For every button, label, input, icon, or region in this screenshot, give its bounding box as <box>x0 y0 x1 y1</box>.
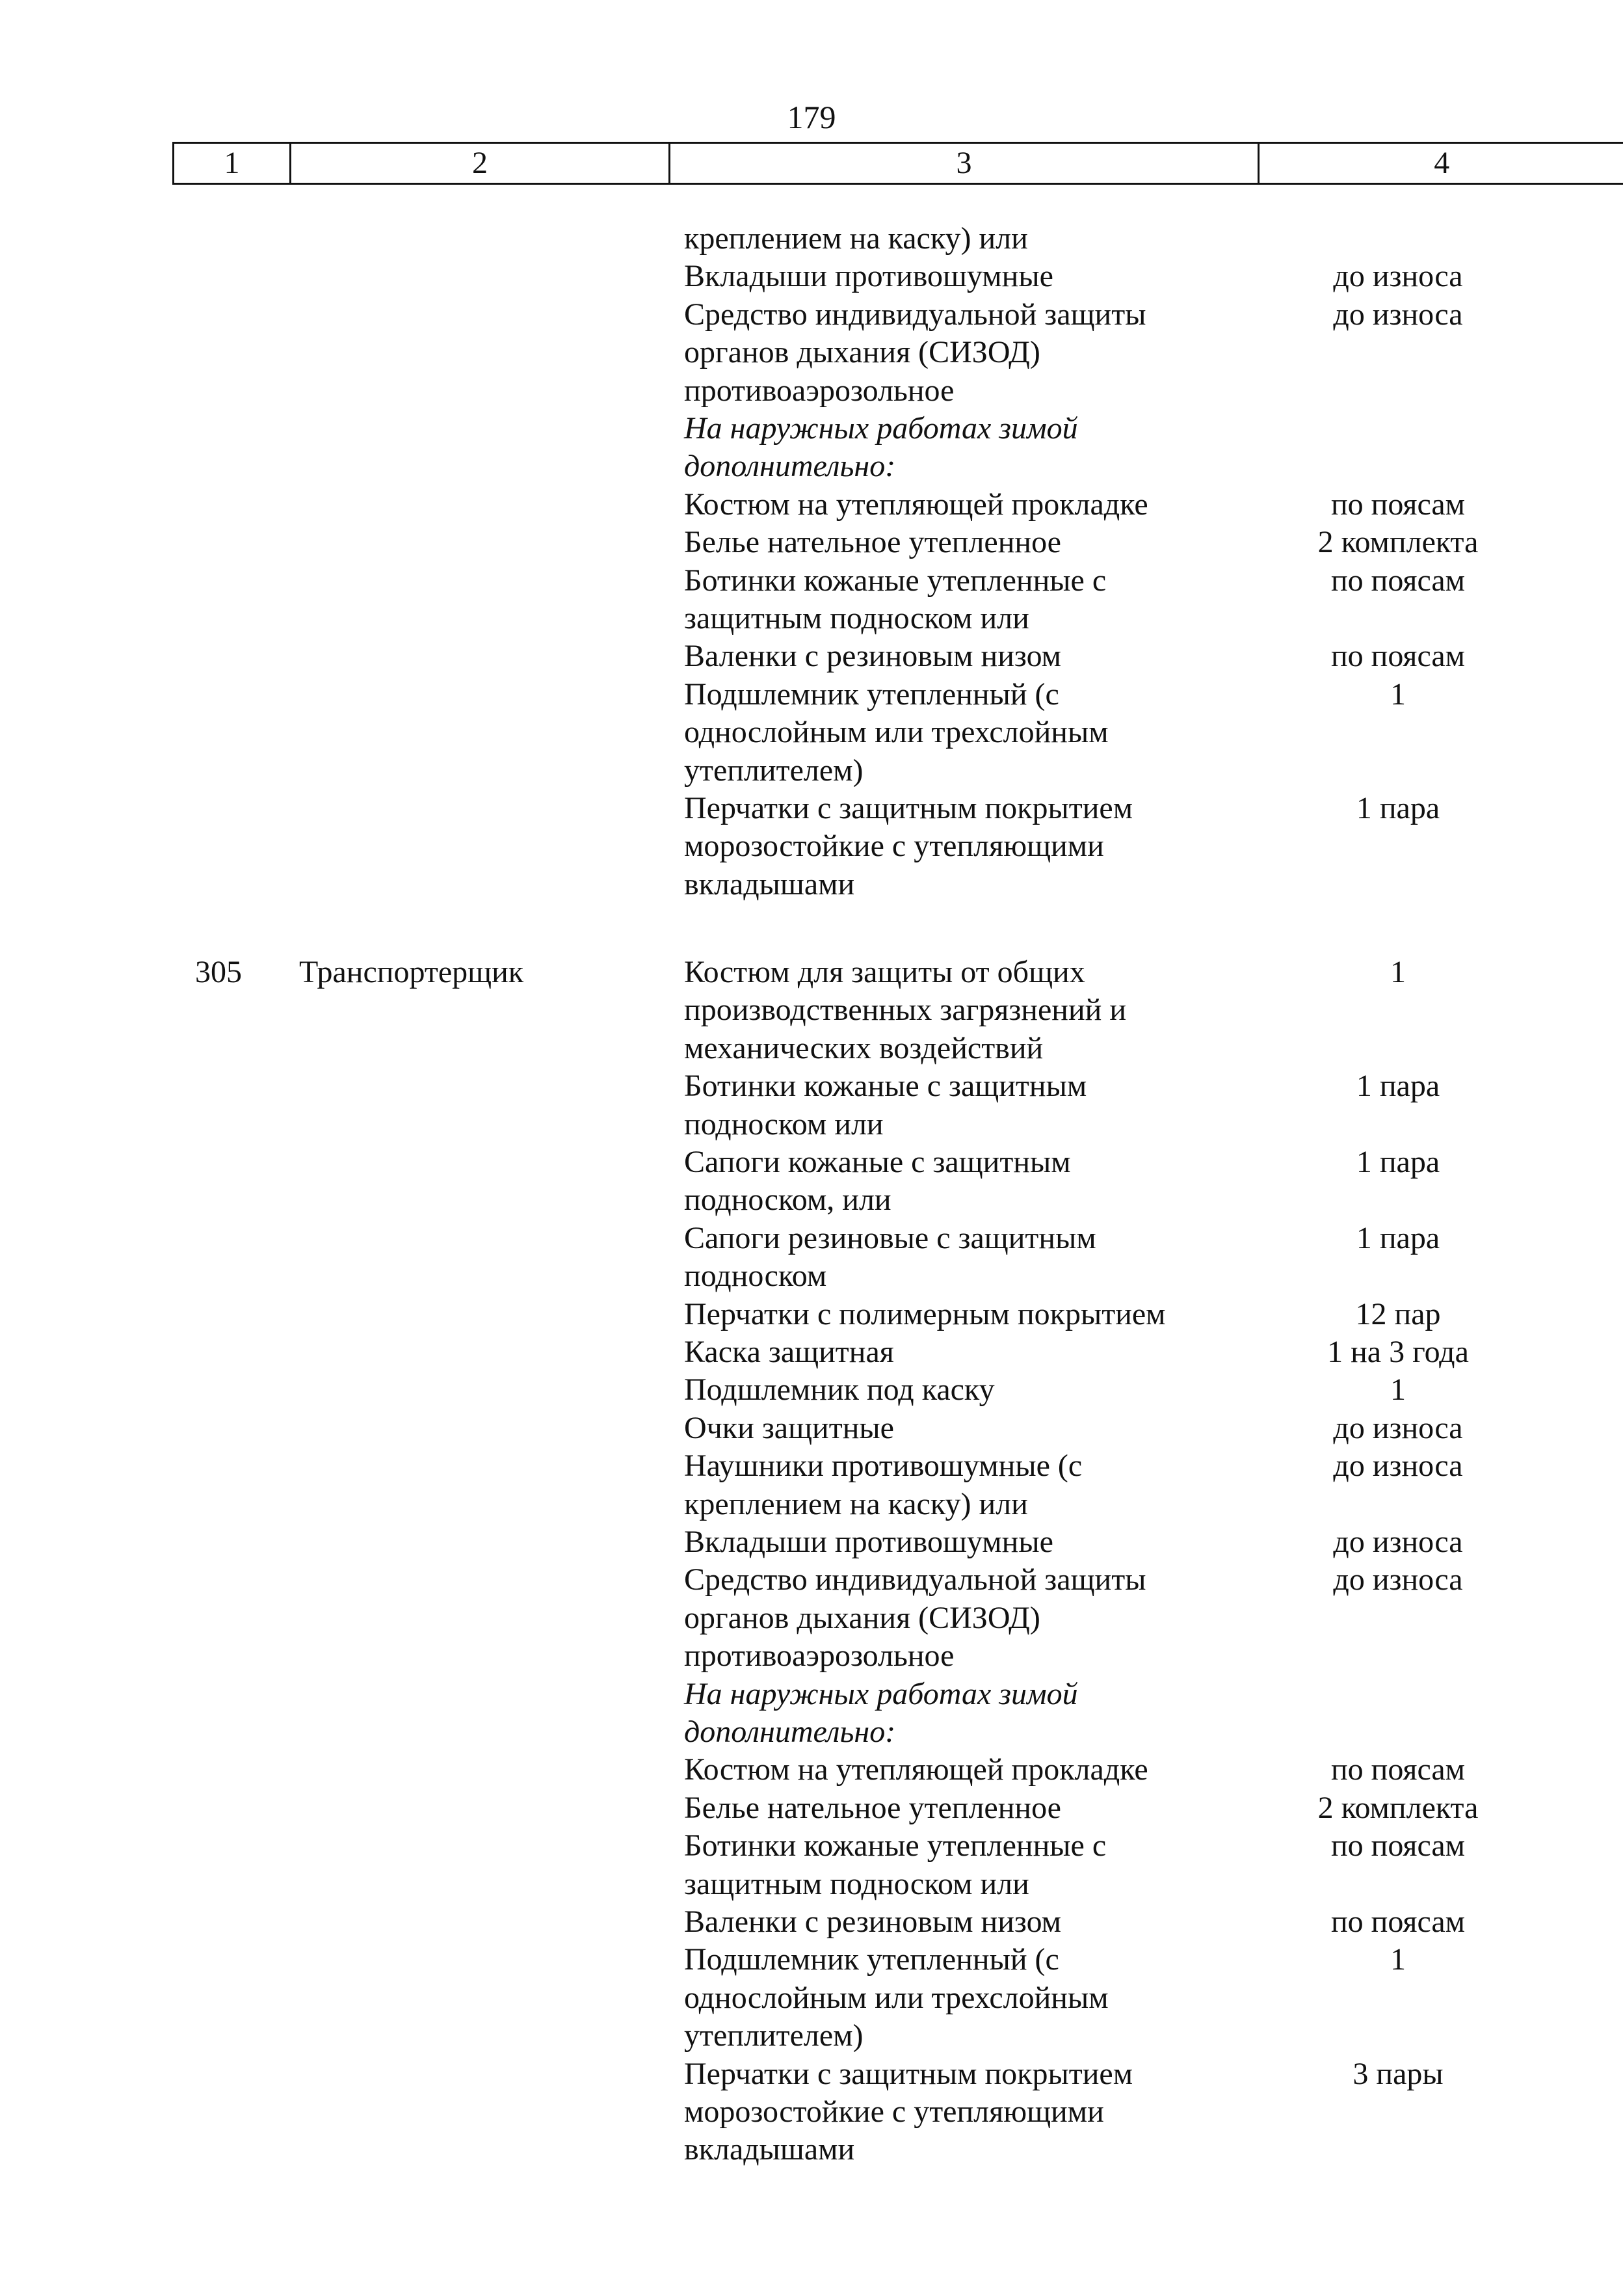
entry-number: 305 <box>195 955 242 989</box>
item-quantity: 1 пара <box>1356 1145 1440 1179</box>
item-name-line: органов дыхания (СИЗОД) <box>684 1600 1040 1635</box>
item-quantity: до износа <box>1333 259 1463 294</box>
item-name-line: однослойным или трехслойным <box>684 715 1109 750</box>
item-name-line: Костюм для защиты от общих <box>684 955 1085 989</box>
item-name-line: Ботинки кожаные утепленные с <box>684 1828 1107 1863</box>
item-name-line: Валенки с резиновым низом <box>684 639 1062 674</box>
item-quantity: 1 <box>1390 1942 1406 1977</box>
item-name-line: защитным подноском или <box>684 601 1029 635</box>
item-name-line: утеплителем) <box>684 2018 864 2053</box>
column-header-2: 2 <box>291 143 670 184</box>
item-name-line: Костюм на утепляющей прокладке <box>684 487 1148 522</box>
item-quantity: 1 <box>1390 1372 1406 1408</box>
item-quantity: 2 комплекта <box>1317 1790 1479 1825</box>
item-quantity: до износа <box>1333 1562 1463 1597</box>
item-name-line: Подшлемник утепленный (с <box>684 1942 1059 1977</box>
item-name-line: защитным подноском или <box>684 1866 1029 1901</box>
item-name-line: креплением на каску) или <box>684 221 1028 256</box>
column-header-4: 4 <box>1259 143 1623 184</box>
item-name-line: производственных загрязнений и <box>684 993 1127 1028</box>
column-header-1: 1 <box>174 143 291 184</box>
item-name-line: однослойным или трехслойным <box>684 1980 1109 2015</box>
item-quantity: до износа <box>1333 297 1463 332</box>
item-name-line: Средство индивидуальной защиты <box>684 1562 1146 1597</box>
item-quantity: 2 комплекта <box>1317 525 1479 560</box>
item-name-line: Наушники противошумные (с <box>684 1448 1083 1484</box>
section-note-line: дополнительно: <box>684 1715 896 1749</box>
item-quantity: 1 <box>1390 955 1406 989</box>
section-note-line: дополнительно: <box>684 449 896 484</box>
item-quantity: по поясам <box>1330 1752 1466 1787</box>
item-quantity: 1 <box>1390 676 1406 712</box>
item-name-line: морозостойкие с утепляющими <box>684 829 1104 864</box>
item-name-line: Сапоги кожаные с защитным <box>684 1145 1071 1179</box>
item-quantity: по поясам <box>1330 639 1466 674</box>
item-name-line: вкладышами <box>684 2132 855 2167</box>
item-quantity: 1 пара <box>1356 1069 1440 1104</box>
section-note-line: На наружных работах зимой <box>684 411 1078 446</box>
item-quantity: до износа <box>1333 1525 1463 1559</box>
item-quantity: по поясам <box>1330 1828 1466 1863</box>
item-name-line: подноском, или <box>684 1182 891 1218</box>
item-name-line: Средство индивидуальной защиты <box>684 297 1146 332</box>
item-quantity: по поясам <box>1330 1904 1466 1939</box>
item-name-line: Ботинки кожаные утепленные с <box>684 563 1107 598</box>
item-name-line: Подшлемник под каску <box>684 1372 995 1408</box>
item-name-line: Каска защитная <box>684 1335 894 1369</box>
column-header-3: 3 <box>670 143 1259 184</box>
item-name-line: Вкладыши противошумные <box>684 259 1053 294</box>
item-name-line: Белье нательное утепленное <box>684 525 1061 560</box>
item-name-line: Перчатки с защитным покрытием <box>684 791 1133 825</box>
page-number: 179 <box>787 99 836 135</box>
item-quantity: до износа <box>1333 1448 1463 1484</box>
item-name-line: креплением на каску) или <box>684 1486 1028 1521</box>
item-name-line: органов дыхания (СИЗОД) <box>684 335 1040 370</box>
item-name-line: Очки защитные <box>684 1410 894 1445</box>
item-name-line: Подшлемник утепленный (с <box>684 676 1059 712</box>
item-name-line: вкладышами <box>684 866 855 901</box>
item-quantity: 1 пара <box>1356 1220 1440 1255</box>
item-name-line: механических воздействий <box>684 1030 1044 1065</box>
item-name-line: Перчатки с защитным покрытием <box>684 2056 1133 2091</box>
item-name-line: утеплителем) <box>684 753 864 788</box>
item-name-line: Белье нательное утепленное <box>684 1790 1061 1825</box>
item-quantity: 12 пар <box>1355 1296 1441 1331</box>
item-quantity: 1 на 3 года <box>1327 1335 1469 1369</box>
item-quantity: по поясам <box>1330 563 1466 598</box>
section-note-line: На наружных работах зимой <box>684 1676 1078 1711</box>
item-name-line: подноском или <box>684 1106 884 1141</box>
item-name-line: подноском <box>684 1259 827 1294</box>
item-name-line: Вкладыши противошумные <box>684 1525 1053 1559</box>
item-name-line: Ботинки кожаные с защитным <box>684 1069 1087 1104</box>
item-name-line: Костюм на утепляющей прокладке <box>684 1752 1148 1787</box>
item-quantity: 1 пара <box>1356 791 1440 825</box>
item-name-line: морозостойкие с утепляющими <box>684 2094 1104 2129</box>
profession-name: Транспортерщик <box>299 955 524 989</box>
item-quantity: по поясам <box>1330 487 1466 522</box>
item-name-line: противоаэрозольное <box>684 373 955 408</box>
item-quantity: 3 пары <box>1352 2056 1444 2091</box>
item-name-line: Перчатки с полимерным покрытием <box>684 1296 1166 1331</box>
item-name-line: Сапоги резиновые с защитным <box>684 1220 1096 1255</box>
item-name-line: Валенки с резиновым низом <box>684 1904 1062 1939</box>
item-quantity: до износа <box>1333 1410 1463 1445</box>
item-name-line: противоаэрозольное <box>684 1638 955 1674</box>
